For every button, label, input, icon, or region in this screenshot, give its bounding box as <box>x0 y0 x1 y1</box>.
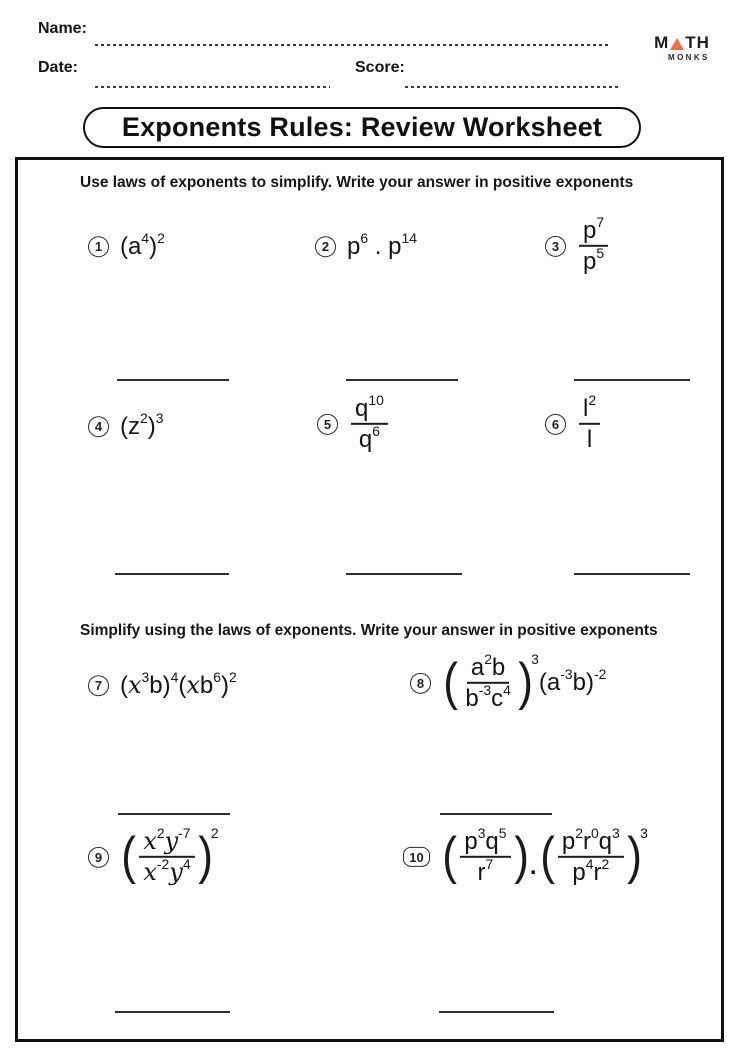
logo-word-start: M <box>654 33 670 52</box>
logo-word-end: TH <box>685 33 710 52</box>
answer-line-9[interactable] <box>115 1011 230 1013</box>
problem-number-badge: 7 <box>88 676 109 697</box>
instruction-1: Use laws of exponents to simplify. Write your answer in positive exponents <box>80 174 634 191</box>
name-label: Name: <box>38 20 87 37</box>
answer-line-3[interactable] <box>574 379 690 381</box>
problem-formula: $(z^2)^3$ <box>120 410 164 441</box>
logo-triangle-icon <box>670 38 684 50</box>
answer-line-10[interactable] <box>439 1011 554 1013</box>
problem-6 <box>545 391 602 453</box>
problem-5 <box>317 391 390 453</box>
problem-4 <box>88 410 164 441</box>
worksheet-frame <box>15 157 724 1042</box>
instruction-2: Simplify using the laws of exponents. Write your answer in positive exponents <box>80 622 658 639</box>
problem-10 <box>403 824 648 886</box>
problem-number-badge: 1 <box>88 237 109 258</box>
problem-number-badge: 8 <box>410 673 431 694</box>
answer-line-7[interactable] <box>118 813 230 815</box>
problem-1 <box>88 230 165 261</box>
worksheet-title <box>83 107 641 148</box>
answer-line-5[interactable] <box>346 573 462 575</box>
problem-3 <box>545 213 610 275</box>
problem-formula: $\frac{q^{10}}{q^6}$ <box>349 396 390 452</box>
answer-line-6[interactable] <box>574 573 690 575</box>
date-label: Date: <box>38 59 79 76</box>
problem-number-badge: 5 <box>317 414 338 435</box>
answer-line-2[interactable] <box>346 379 458 381</box>
date-field-line[interactable] <box>95 86 330 88</box>
answer-line-8[interactable] <box>440 813 552 815</box>
worksheet-title-text: Exponents Rules: Review Worksheet <box>121 112 603 142</box>
problem-7 <box>88 669 237 700</box>
problem-2 <box>315 230 417 261</box>
problem-number-badge: 4 <box>88 417 109 438</box>
problem-formula: $p^6$ . $p^{14}$ <box>347 230 417 261</box>
score-field-line[interactable] <box>405 86 619 88</box>
problem-formula: $(a^4)^2$ <box>120 230 165 261</box>
problem-number-badge: 2 <box>315 237 336 258</box>
problem-9 <box>88 824 219 886</box>
problem-number-badge: 9 <box>88 847 109 868</box>
problem-formula: $\frac{l^2}{l}$ <box>577 396 602 452</box>
problem-formula: ( $\frac{x^2y^{-7}}{x^{-2}y^4}$ ) $^2$ <box>121 824 219 886</box>
logo-subtitle: MONKS <box>668 53 710 62</box>
problem-formula: ( $\frac{a^2b}{b^{-3}c^4}$ ) $^3$ $(a^{-3}b)^{-2}$ <box>443 650 607 712</box>
problem-formula: $\frac{p^7}{p^5}$ <box>577 218 610 274</box>
problem-formula: $(x^3b)^4(xb^6)^2$ <box>120 669 237 700</box>
problem-number-badge: 6 <box>545 414 566 435</box>
problem-number-badge: 10 <box>403 847 430 867</box>
problem-number-badge: 3 <box>545 236 566 257</box>
problem-formula: ( $\frac{p^3q^5}{r^7}$ ) . ( $\frac{p^2r^0q^3}{p^4r^2}$ ) $^3$ <box>442 824 648 886</box>
math-monks-logo <box>646 34 718 62</box>
problem-8 <box>410 650 607 712</box>
score-label: Score: <box>355 59 405 76</box>
name-field-line[interactable] <box>95 44 610 46</box>
answer-line-1[interactable] <box>117 379 229 381</box>
answer-line-4[interactable] <box>115 573 229 575</box>
